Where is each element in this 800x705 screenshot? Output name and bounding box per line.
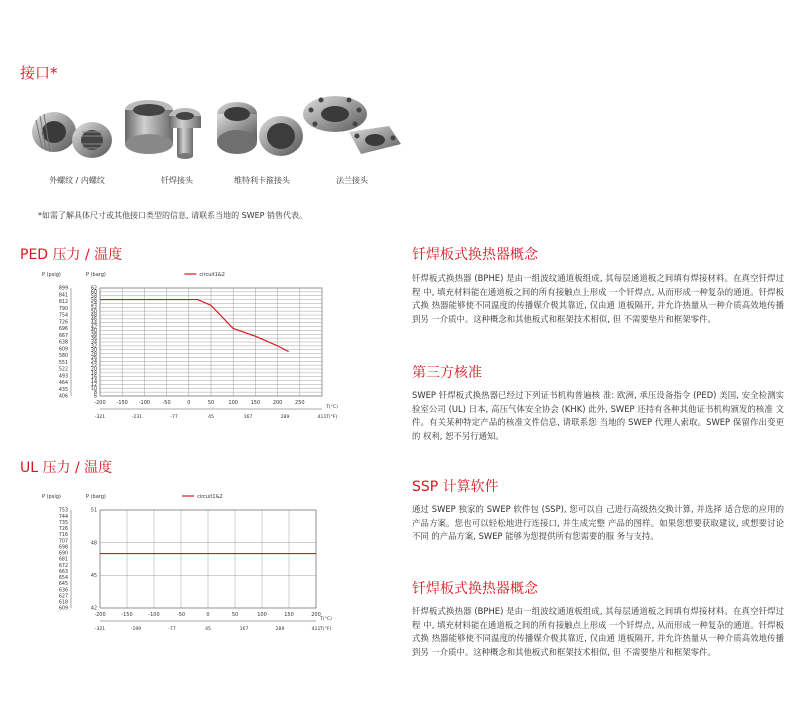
y-tick-barg: 30 [90, 348, 97, 354]
y-tick-psig: 580 [58, 354, 68, 360]
x-tick-fahrenheit: -321 [94, 627, 106, 632]
connection-label-flange: 法兰接头 [336, 176, 368, 185]
y-tick-barg: 8 [93, 390, 97, 396]
x-tick-fahrenheit: -77 [168, 627, 176, 632]
x-tick-fahrenheit: -321 [94, 415, 106, 420]
y-tick-barg: 16 [90, 375, 97, 381]
x-tick-fahrenheit: 45 [208, 415, 214, 420]
y-tick-psig: 406 [58, 394, 68, 400]
y-tick-psig: 663 [58, 569, 68, 575]
ul-pressure-temperature-chart [40, 480, 360, 640]
y-tick-barg: 40 [90, 329, 97, 335]
y-axis-label-barg: P (barg) [86, 494, 106, 500]
legend-label: circuit1&2 [199, 272, 225, 278]
y-tick-barg: 50 [90, 309, 97, 315]
x-tick-fahrenheit: 289 [275, 627, 285, 632]
x-tick-celsius: -200 [94, 612, 106, 618]
y-tick-barg: 42 [90, 606, 97, 612]
y-tick-barg: 34 [90, 340, 97, 346]
y-tick-psig: 698 [58, 545, 68, 551]
y-tick-barg: 14 [90, 379, 97, 385]
y-tick-psig: 493 [58, 374, 68, 380]
y-tick-psig: 672 [58, 563, 68, 569]
x-tick-fahrenheit: 411 [317, 415, 327, 420]
x-axis-label-celsius: T(°C) [326, 405, 338, 410]
y-tick-psig: 522 [58, 367, 68, 373]
x-tick-celsius: 250 [295, 400, 305, 406]
y-tick-barg: 45 [90, 574, 97, 580]
x-tick-fahrenheit: -231 [131, 415, 143, 420]
y-tick-barg: 42 [90, 325, 97, 331]
connections-footnote: *如需了解具体尺寸或其他接口类型的信息, 请联系当地的 SWEP 销售代表。 [38, 211, 308, 220]
y-tick-barg: 54 [90, 302, 97, 308]
y-tick-barg: 44 [90, 321, 97, 327]
x-tick-celsius: 200 [272, 400, 283, 406]
x-tick-celsius: 0 [206, 612, 210, 618]
x-axis-label-fahrenheit: T(°F) [326, 415, 338, 420]
section-text-approvals: SWEP 钎焊板式换热器已经过下列证书机构普遍核 准: 欧洲, 承压设备指令 (PED) 美国, 安全检测实验室公司 (UL) 日本, 高压气体安全协会 (KHK) 此外, SWEP 还持有各种其他证书机构颁发的核准 文件。有关某种特定产品的核准文件信息, 请联系您 当地的 SWEP 代理人索取。SWEP 保留作出变更的 权利, 恕不另行通知。 [412, 390, 784, 441]
section-text-bphe-concept: 钎焊板式换热器 (BPHE) 是由一组波纹通道板组成, 其每层通道板之间填有焊接材料。在真空钎焊过程 中, 填充材料能在通道板之间的所有接触点上形成 一个钎焊点, 从而形成一种复杂的通道。钎焊板式换 热器能够使不同温度的传播媒介极其靠近, 仅由通 道板隔开, 并允许热量从一种介质高效地传播到另 一介质中。这种概念和其他板式和框架技术相似, 但 不需要垫片和框架零件。 [412, 273, 784, 324]
x-axis-label-celsius: T(°C) [320, 617, 332, 622]
y-tick-psig: 707 [58, 539, 68, 545]
x-tick-celsius: -150 [116, 400, 128, 406]
y-tick-psig: 609 [58, 347, 68, 353]
y-tick-barg: 58 [90, 294, 97, 300]
ul-chart-title: UL 压力 / 温度 [20, 460, 113, 476]
y-tick-barg: 36 [90, 336, 97, 342]
legend-label: circuit1&2 [197, 494, 223, 500]
x-tick-celsius: -100 [148, 612, 160, 618]
section-title-approvals: 第三方核准 [412, 365, 482, 381]
y-tick-barg: 52 [90, 305, 97, 311]
y-tick-barg: 12 [90, 383, 97, 389]
y-tick-psig: 627 [58, 594, 68, 600]
y-tick-barg: 6 [93, 394, 97, 400]
y-tick-psig: 645 [58, 582, 68, 588]
y-tick-barg: 48 [90, 313, 97, 319]
y-tick-psig: 638 [58, 340, 68, 346]
y-tick-psig: 716 [58, 533, 68, 539]
x-tick-celsius: 50 [207, 400, 215, 406]
x-tick-celsius: 100 [257, 612, 267, 618]
x-tick-fahrenheit: 289 [280, 415, 290, 420]
y-tick-barg: 28 [90, 352, 97, 358]
y-tick-psig: 618 [58, 600, 68, 606]
x-tick-celsius: 0 [187, 400, 191, 406]
y-tick-barg: 48 [90, 541, 97, 547]
connection-label-threaded: 外螺纹 / 内螺纹 [49, 176, 105, 185]
connections-title: 接口* [20, 64, 58, 82]
ped-pressure-temperature-chart [40, 270, 360, 430]
y-tick-barg: 20 [90, 367, 97, 373]
x-tick-fahrenheit: 167 [239, 627, 249, 632]
x-tick-fahrenheit: 167 [243, 415, 253, 420]
y-tick-barg: 60 [90, 290, 97, 296]
y-tick-psig: 464 [58, 381, 68, 387]
connection-label-victaulic: 维特利卡箍接头 [234, 176, 290, 185]
y-axis-label-barg: P (barg) [86, 272, 106, 278]
x-tick-celsius: 150 [284, 612, 294, 618]
section-title-ssp-software: SSP 计算软件 [412, 479, 499, 495]
x-tick-fahrenheit: -77 [170, 415, 178, 420]
section-title-bphe-concept-2: 钎焊板式换热器概念 [412, 581, 538, 597]
flange-connection-image [297, 92, 407, 170]
y-tick-psig: 753 [58, 508, 68, 514]
y-tick-psig: 744 [58, 514, 68, 520]
y-tick-psig: 690 [58, 551, 68, 557]
y-tick-barg: 56 [90, 298, 97, 304]
x-tick-celsius: -50 [176, 612, 186, 618]
y-tick-psig: 841 [58, 293, 68, 299]
section-title-bphe-concept: 钎焊板式换热器概念 [412, 247, 538, 263]
y-axis-label-psig: P (psig) [42, 272, 61, 278]
y-tick-barg: 38 [90, 332, 97, 338]
y-tick-psig: 726 [58, 320, 68, 326]
section-text-ssp-software: 通过 SWEP 独家的 SWEP 软件包 (SSP), 您可以自 己进行高级热交换计算, 并选择 适合您的应用的 产品方案。您也可以轻松地进行连接口, 并生成完整 产品的图样。如果您想要获取建议, 或想要讨论不同 的产品方案, SWEP 能够为您提供所有您需要的服 务与支持。 [412, 504, 784, 542]
y-tick-psig: 667 [58, 333, 68, 339]
y-tick-psig: 726 [58, 527, 68, 533]
y-tick-psig: 696 [58, 327, 68, 333]
connection-label-solder: 钎焊接头 [161, 176, 193, 185]
x-tick-celsius: -50 [162, 400, 171, 406]
y-tick-barg: 62 [90, 286, 97, 292]
x-tick-celsius: 100 [228, 400, 238, 406]
connections-gallery [22, 92, 392, 192]
x-axis-label-fahrenheit: T(°F) [320, 627, 332, 632]
y-tick-psig: 812 [58, 300, 68, 306]
x-tick-celsius: 200 [311, 612, 321, 618]
x-tick-celsius: 150 [250, 400, 261, 406]
y-tick-psig: 654 [58, 576, 68, 582]
y-tick-psig: 899 [58, 286, 68, 292]
y-tick-psig: 754 [58, 313, 68, 319]
y-tick-barg: 22 [90, 363, 97, 369]
y-tick-barg: 51 [90, 508, 97, 514]
ped-chart-title: PED 压力 / 温度 [20, 247, 123, 263]
x-tick-celsius: -100 [138, 400, 151, 406]
y-tick-psig: 435 [58, 387, 68, 393]
y-tick-psig: 609 [58, 606, 68, 612]
y-tick-barg: 24 [90, 359, 97, 365]
y-tick-psig: 790 [58, 306, 68, 312]
y-tick-psig: 551 [58, 360, 68, 366]
y-tick-barg: 32 [90, 344, 97, 350]
x-tick-celsius: -200 [94, 400, 106, 406]
y-tick-psig: 681 [58, 557, 68, 563]
y-tick-psig: 735 [58, 520, 68, 526]
x-tick-fahrenheit: -199 [130, 627, 142, 632]
x-tick-celsius: -150 [121, 612, 133, 618]
threaded-connection-image [22, 92, 132, 170]
y-tick-barg: 10 [90, 386, 97, 392]
x-tick-fahrenheit: 45 [205, 627, 211, 632]
y-axis-label-psig: P (psig) [42, 494, 61, 500]
x-tick-fahrenheit: 411 [311, 627, 321, 632]
y-tick-barg: 26 [90, 356, 97, 362]
y-tick-psig: 636 [58, 588, 68, 594]
y-tick-barg: 18 [90, 371, 97, 377]
x-tick-celsius: 50 [231, 612, 239, 618]
section-text-bphe-concept-2: 钎焊板式换热器 (BPHE) 是由一组波纹通道板组成, 其每层通道板之间填有焊接材料。在真空钎焊过程 中, 填充材料能在通道板之间的所有接触点上形成 一个钎焊点, 从而形成一种复杂的通道。钎焊板式换 热器能够使不同温度的传播媒介极其靠近, 仅由通 道板隔开, 并允许热量从一种介质高效地传播到另 一介质中。这种概念和其他板式和框架技术相似, 但 不需要垫片和框架零件。 [412, 606, 784, 657]
y-tick-barg: 46 [90, 317, 97, 323]
